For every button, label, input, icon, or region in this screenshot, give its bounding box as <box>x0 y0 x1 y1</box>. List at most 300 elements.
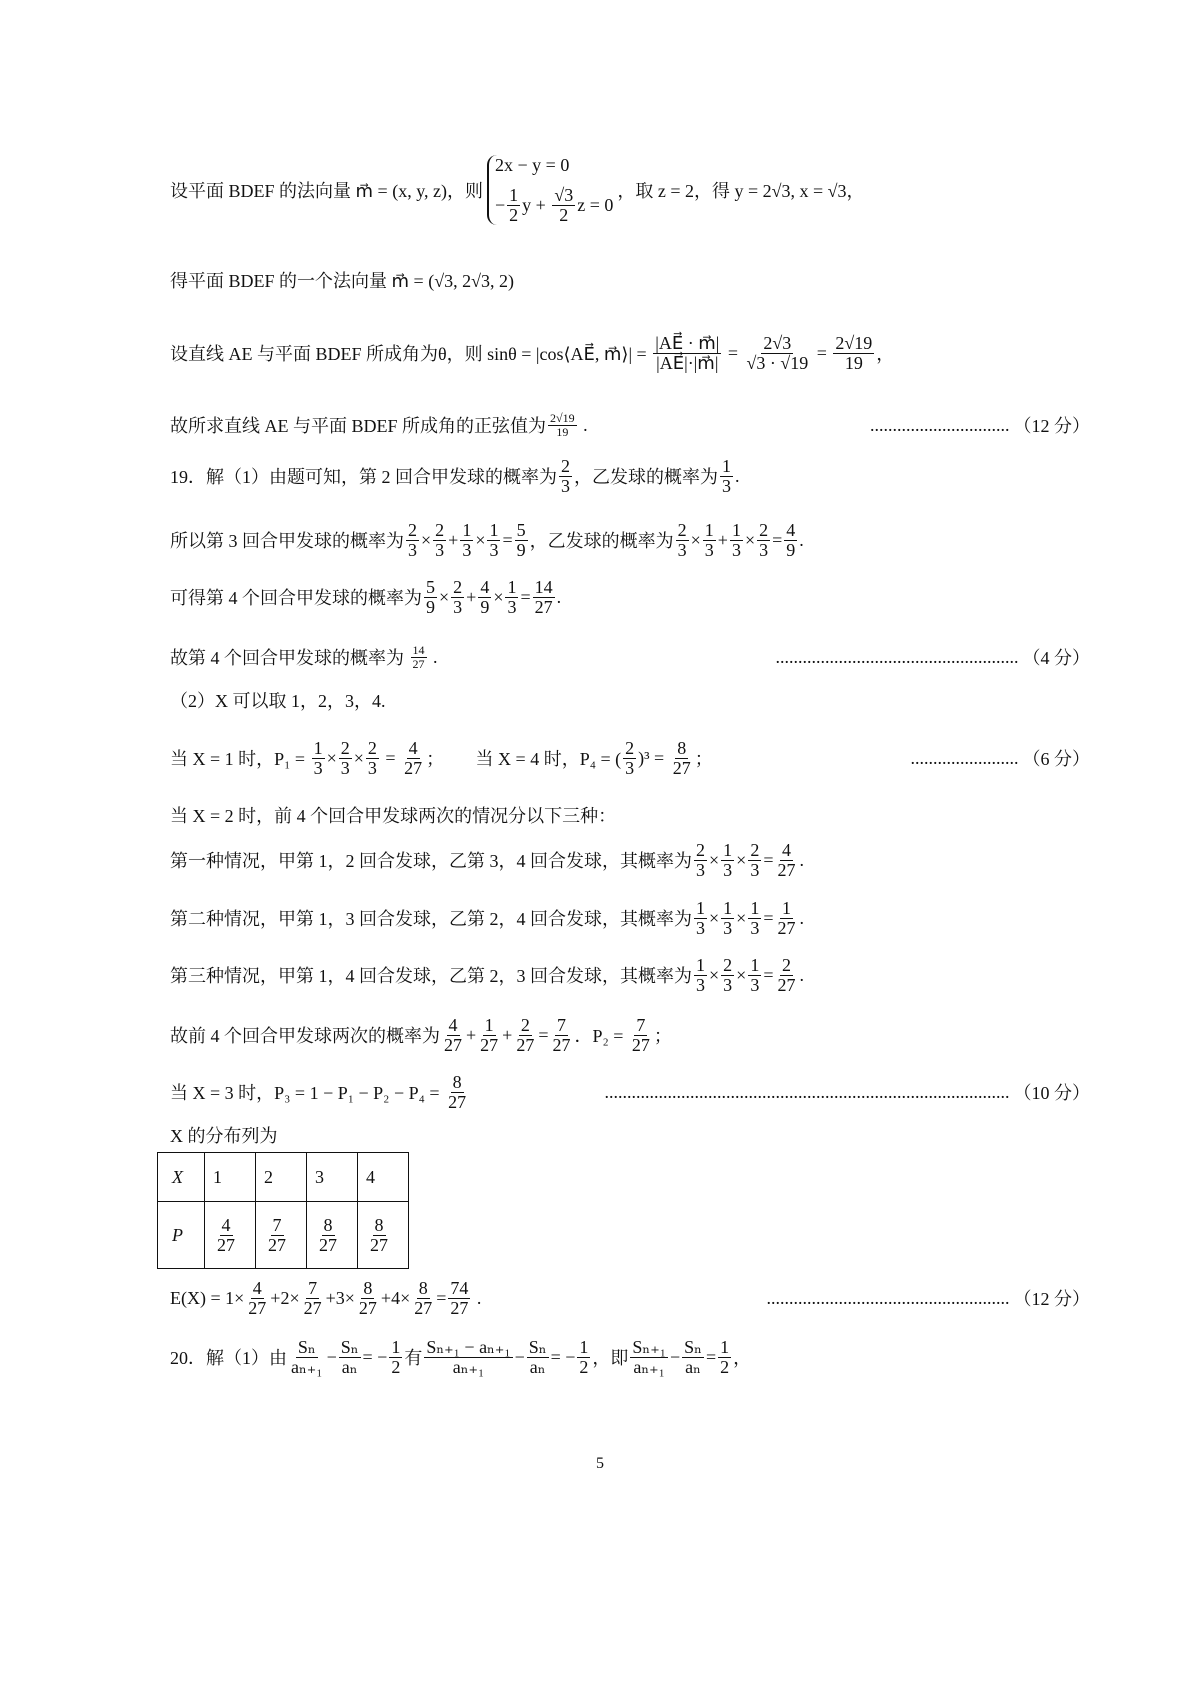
fraction <box>411 644 427 670</box>
text-run: . <box>799 907 804 928</box>
table-row-p <box>158 1202 409 1269</box>
fraction <box>694 841 707 880</box>
denominator: 27 <box>631 1034 650 1055</box>
text-run: （2）X 可以取 1，2，3，4. <box>170 691 386 711</box>
numerator: 2 <box>340 737 350 758</box>
text-run: × <box>736 907 747 928</box>
fraction <box>721 899 734 938</box>
fraction <box>514 1016 536 1055</box>
text-run: × <box>709 849 720 870</box>
numerator: 2 <box>759 519 769 540</box>
numerator: 1 <box>720 1336 730 1357</box>
numerator: 2 <box>625 737 635 758</box>
fraction <box>748 956 761 995</box>
denominator: 3 <box>750 917 760 938</box>
numerator: 7 <box>556 1014 566 1035</box>
text-run: . <box>799 529 804 550</box>
denominator: 9 <box>516 539 526 560</box>
denominator: 3 <box>696 917 705 938</box>
denominator: 2 <box>720 1356 730 1377</box>
text-line <box>170 520 1090 560</box>
text-run: − <box>326 1346 337 1367</box>
fraction <box>478 1016 500 1055</box>
text-run: × <box>690 529 701 550</box>
score-label: （10 分） <box>1013 1083 1090 1103</box>
text-line <box>170 795 1090 835</box>
text-run: = <box>380 747 401 768</box>
denominator: aₙ <box>685 1356 701 1377</box>
text-run: ， <box>733 1348 752 1368</box>
text-line <box>170 1278 1090 1318</box>
fraction <box>748 899 761 938</box>
text-run: 故第 4 个回合甲发球的概率为 <box>170 648 409 668</box>
numerator: Sₙ₊₁ − aₙ₊₁ <box>426 1336 511 1357</box>
text-run: ，即 <box>592 1348 629 1368</box>
denominator: 3 <box>731 539 741 560</box>
fraction <box>312 739 325 778</box>
fraction <box>653 334 721 373</box>
text-run: )³ = <box>638 747 669 768</box>
denominator: 3 <box>677 539 687 560</box>
fraction <box>730 521 743 560</box>
numerator: 5 <box>516 519 526 540</box>
numerator: 1 <box>781 897 791 918</box>
text-run: 第三种情况，甲第 1，4 回合发球，乙第 2，3 回合发球，其概率为 <box>170 966 692 986</box>
denominator: 3 <box>340 757 350 778</box>
numerator: 1 <box>750 897 760 918</box>
text-line <box>170 456 1090 496</box>
numerator: 2 <box>677 519 687 540</box>
text-run: ； <box>694 749 713 769</box>
equation-system <box>487 155 613 225</box>
fraction <box>507 186 520 225</box>
text-run: × <box>709 964 720 985</box>
fraction <box>630 1338 668 1377</box>
text-run: ，乙发球的概率为 <box>529 531 674 551</box>
text-run: 当 X = 2 时，前 4 个回合甲发球两次的情况分以下三种： <box>170 806 617 826</box>
denominator: 27 <box>672 757 691 778</box>
text-run: ．P₂ = <box>574 1026 628 1046</box>
fraction <box>215 1216 237 1255</box>
fraction <box>515 521 528 560</box>
text-run: + <box>717 529 728 550</box>
denominator: 19 <box>844 352 863 373</box>
numerator: 1 <box>750 954 760 975</box>
row-label: P <box>158 1202 205 1269</box>
text-run: × <box>439 586 450 607</box>
text-line <box>170 637 1090 677</box>
fraction <box>721 841 734 880</box>
text-run: 19．解（1）由题可知，第 2 回合甲发球的概率为 <box>170 467 557 487</box>
fraction <box>682 1338 704 1377</box>
numerator: 5 <box>426 576 435 597</box>
denominator: 9 <box>480 596 490 617</box>
numerator: 8 <box>374 1214 384 1235</box>
numerator: 8 <box>363 1277 373 1298</box>
text-line <box>170 1115 1090 1155</box>
text-run: − <box>514 1346 525 1367</box>
denominator: 3 <box>759 539 769 560</box>
text-run: = <box>520 586 531 607</box>
denominator: 3 <box>723 917 733 938</box>
page-number: 5 <box>596 1455 604 1472</box>
text-line <box>170 260 1090 300</box>
denominator: 27 <box>448 1091 467 1112</box>
numerator: 7 <box>272 1214 282 1235</box>
denominator: 3 <box>750 974 760 995</box>
text-run: . <box>556 586 562 607</box>
denominator: 27 <box>217 1234 235 1255</box>
numerator: 1 <box>731 519 741 540</box>
text-run: 得平面 BDEF 的一个法向量 m⃗ = (√3, 2√3, 2) <box>170 271 514 291</box>
denominator: 27 <box>777 974 796 995</box>
numerator: 1 <box>509 185 519 206</box>
numerator: 1 <box>579 1336 589 1357</box>
fraction <box>317 1216 339 1255</box>
text-line <box>170 577 1090 617</box>
text-run: . <box>799 849 804 870</box>
numerator: 8 <box>418 1277 428 1298</box>
text-run: ，取 z = 2，得 y = 2√3, x = √3， <box>617 181 865 201</box>
fraction <box>623 739 636 778</box>
text-run: 所以第 3 回合甲发球的概率为 <box>170 531 404 551</box>
fraction <box>366 739 379 778</box>
numerator: 2√19 <box>550 410 575 425</box>
score-label: （4 分） <box>1022 648 1090 668</box>
denominator: 3 <box>723 859 733 880</box>
denominator: aₙ₊₁ <box>291 1356 323 1377</box>
text-run: 当 X = 1 时，P₁ = <box>170 749 310 769</box>
fraction <box>460 521 473 560</box>
denominator: 27 <box>777 917 796 938</box>
text-run: = <box>763 907 774 928</box>
denominator: 27 <box>404 757 423 778</box>
text-run: +2× <box>270 1287 300 1308</box>
fraction <box>775 956 797 995</box>
numerator: 2 <box>435 519 445 540</box>
denominator: aₙ <box>529 1356 546 1377</box>
text-run: 设平面 BDEF 的法向量 m⃗ = (x, y, z)，则 <box>170 181 484 201</box>
denominator: 3 <box>704 539 714 560</box>
denominator: |AE⃗|·|m⃗| <box>656 352 719 373</box>
fraction <box>630 1016 652 1055</box>
fraction <box>357 1279 379 1318</box>
denominator: 3 <box>489 539 499 560</box>
denominator: 27 <box>777 859 796 880</box>
text-run: 故所求直线 AE 与平面 BDEF 所成角的正弦值为 <box>170 416 547 436</box>
text-line <box>170 405 1090 445</box>
fraction <box>302 1279 324 1318</box>
text-run: ，乙发球的概率为 <box>574 467 718 487</box>
text-line <box>170 155 1090 225</box>
text-run: +3× <box>325 1287 355 1308</box>
text-line <box>170 955 1090 995</box>
fraction <box>577 1338 590 1377</box>
numerator: 1 <box>722 455 731 476</box>
text-run: . <box>472 1287 482 1308</box>
fraction <box>833 334 874 373</box>
text-run: 20．解（1）由 <box>170 1348 287 1368</box>
fraction <box>703 521 716 560</box>
table-cell <box>307 1202 358 1269</box>
text-run: × <box>493 586 504 607</box>
fraction <box>721 956 734 995</box>
numerator: 4 <box>480 576 490 597</box>
numerator: 4 <box>252 1277 262 1298</box>
numerator: 2 <box>408 519 417 540</box>
text-run: E(X) = 1× <box>170 1287 245 1308</box>
numerator: 4 <box>448 1014 458 1035</box>
fraction <box>487 521 500 560</box>
numerator: 8 <box>323 1214 333 1235</box>
fraction <box>533 578 555 617</box>
denominator: 3 <box>367 757 377 778</box>
text-run: = <box>436 1287 447 1308</box>
numerator: 1 <box>507 576 517 597</box>
table-cell: 1 <box>205 1153 256 1202</box>
numerator: Sₙ <box>297 1336 316 1357</box>
denominator: 27 <box>516 1034 535 1055</box>
table-cell: 4 <box>358 1153 409 1202</box>
fraction <box>412 1279 434 1318</box>
text-run: × <box>709 907 720 928</box>
numerator: |AE⃗ · m⃗| <box>655 332 720 353</box>
denominator: 2 <box>509 205 519 225</box>
numerator: 2 <box>561 455 570 476</box>
numerator: √3 <box>554 185 574 206</box>
denominator: 3 <box>408 539 417 560</box>
numerator: 7 <box>308 1277 318 1298</box>
denominator: 27 <box>480 1034 499 1055</box>
denominator: 2 <box>559 205 569 225</box>
fraction <box>339 1338 361 1377</box>
score-annotation <box>593 1079 1091 1105</box>
text-run: = <box>772 529 783 550</box>
fraction <box>246 1279 268 1318</box>
dot-leader: ...................................................... <box>766 1287 1010 1308</box>
table-cell: 2 <box>256 1153 307 1202</box>
denominator: 3 <box>625 757 635 778</box>
fraction <box>446 1073 468 1112</box>
fraction <box>448 1279 470 1318</box>
text-run: 故前 4 个回合甲发球两次的概率为 <box>170 1026 440 1046</box>
fraction <box>775 899 797 938</box>
numerator: 8 <box>677 737 687 758</box>
fraction <box>550 1016 572 1055</box>
denominator: 27 <box>552 1034 571 1055</box>
numerator: 2 <box>723 954 733 975</box>
fraction <box>694 899 707 938</box>
denominator: 27 <box>534 596 553 617</box>
denominator: 27 <box>414 1297 433 1318</box>
table-cell <box>256 1202 307 1269</box>
text-run: ； <box>653 1026 672 1046</box>
text-run: = <box>705 1346 717 1367</box>
text-line <box>170 840 1090 880</box>
fraction <box>720 457 733 496</box>
text-run: = <box>763 849 774 870</box>
text-run: − <box>669 1346 681 1367</box>
fraction <box>433 521 446 560</box>
text-run: = − <box>362 1346 388 1367</box>
fraction <box>748 841 761 880</box>
dot-leader: ...................................................... <box>775 646 1019 667</box>
text-run: + <box>502 1024 513 1045</box>
fraction <box>505 578 518 617</box>
numerator: 1 <box>696 897 705 918</box>
dot-leader: ............................... <box>870 414 1010 435</box>
equation-row <box>495 155 613 176</box>
table-cell <box>205 1202 256 1269</box>
text-run: × <box>475 529 486 550</box>
text-run: 可得第 4 个回合甲发球的概率为 <box>170 588 422 608</box>
fraction <box>676 521 689 560</box>
fraction <box>671 739 693 778</box>
numerator: 2 <box>696 839 705 860</box>
numerator: 1 <box>313 737 323 758</box>
text-run: 第二种情况，甲第 1，3 回合发球，乙第 2，4 回合发球，其概率为 <box>170 909 692 929</box>
numerator: 7 <box>636 1014 646 1035</box>
denominator: 27 <box>444 1034 462 1055</box>
text-run: . <box>578 414 588 435</box>
text-run: +4× <box>380 1287 411 1308</box>
score-annotation <box>764 644 1091 670</box>
fraction <box>548 412 577 438</box>
numerator: 1 <box>489 519 499 540</box>
numerator: 2√19 <box>835 332 873 353</box>
fraction <box>389 1338 402 1377</box>
dot-leader: ........................ <box>910 747 1019 768</box>
text-line <box>170 1015 1090 1055</box>
denominator: aₙ <box>341 1356 358 1377</box>
numerator: 1 <box>704 519 714 540</box>
text-run: = <box>812 342 832 363</box>
text-run: . <box>428 646 438 667</box>
numerator: 2 <box>453 576 463 597</box>
score-annotation <box>755 1285 1091 1311</box>
numerator: Sₙ₊₁ <box>632 1336 666 1357</box>
fraction <box>694 956 707 995</box>
text-line <box>170 333 1090 373</box>
denominator: aₙ₊₁ <box>452 1356 485 1377</box>
denominator: 19 <box>556 424 569 439</box>
numerator: 4 <box>786 519 796 540</box>
numerator: 2 <box>520 1014 530 1035</box>
denominator: 3 <box>696 859 705 880</box>
score-annotation <box>858 412 1090 438</box>
denominator: 27 <box>412 656 425 671</box>
text-run: z = 0 <box>577 195 614 215</box>
text-run: 第一种情况，甲第 1，2 回合发球，乙第 3，4 回合发球，其概率为 <box>170 851 692 871</box>
table-row-x <box>158 1153 409 1202</box>
denominator: 2 <box>579 1356 589 1377</box>
text-run: ， <box>876 344 895 364</box>
numerator: 14 <box>534 576 553 597</box>
fraction <box>744 334 810 373</box>
fraction <box>424 578 437 617</box>
fraction <box>784 521 797 560</box>
fraction <box>718 1338 731 1377</box>
denominator: 27 <box>303 1297 322 1318</box>
denominator: 3 <box>453 596 463 617</box>
fraction <box>775 841 797 880</box>
denominator: 27 <box>370 1234 388 1255</box>
text-run: × <box>744 529 756 550</box>
row-label: X <box>158 1153 205 1202</box>
denominator: 9 <box>786 539 796 560</box>
numerator: 1 <box>391 1336 401 1357</box>
denominator: 27 <box>268 1234 286 1255</box>
denominator: 3 <box>507 596 517 617</box>
fraction <box>424 1338 512 1377</box>
text-line <box>170 738 1090 778</box>
text-run: + <box>466 1024 477 1045</box>
denominator: 3 <box>561 475 570 496</box>
text-run: 设直线 AE 与平面 BDEF 所成角为θ，则 sinθ = |cos⟨AE⃗, m⃗⟩| = <box>170 344 652 364</box>
numerator: 4 <box>781 839 791 860</box>
numerator: Sₙ <box>340 1336 359 1357</box>
numerator: 4 <box>408 737 418 758</box>
fraction <box>266 1216 288 1255</box>
text-line <box>170 1072 1090 1112</box>
denominator: 27 <box>450 1297 469 1318</box>
text-run: . <box>735 465 740 486</box>
equation-row <box>495 186 613 225</box>
numerator: Sₙ <box>684 1336 702 1357</box>
table-cell <box>358 1202 409 1269</box>
text-run: ； 当 X = 4 时，P₄ = ( <box>426 749 622 769</box>
text-run: y + <box>522 195 551 215</box>
fraction <box>552 186 575 225</box>
fraction <box>289 1338 325 1377</box>
numerator: 2 <box>781 954 791 975</box>
denominator: 3 <box>435 539 445 560</box>
fraction <box>339 739 352 778</box>
text-run: X 的分布列为 <box>170 1126 278 1146</box>
dot-leader: .......................................................................................... <box>604 1081 1010 1102</box>
text-run: = <box>538 1024 549 1045</box>
text-run: × <box>736 849 747 870</box>
text-run: = <box>723 342 743 363</box>
numerator: 1 <box>462 519 472 540</box>
numerator: 74 <box>450 1277 469 1298</box>
denominator: 27 <box>358 1297 377 1318</box>
table-cell: 3 <box>307 1153 358 1202</box>
denominator: 3 <box>696 974 705 995</box>
text-run: − <box>495 195 506 215</box>
numerator: 1 <box>723 897 733 918</box>
numerator: Sₙ <box>528 1336 547 1357</box>
denominator: 3 <box>313 757 323 778</box>
denominator: 3 <box>462 539 472 560</box>
fraction <box>451 578 464 617</box>
text-run: 2x − y = 0 <box>495 155 570 176</box>
text-run: × <box>353 747 364 768</box>
text-line <box>170 898 1090 938</box>
text-run: = <box>502 529 513 550</box>
fraction <box>478 578 491 617</box>
text-line <box>170 680 1090 720</box>
score-label: （12 分） <box>1013 416 1090 436</box>
denominator: 9 <box>426 596 435 617</box>
numerator: 1 <box>484 1014 494 1035</box>
distribution-table <box>157 1152 409 1269</box>
denominator: 3 <box>722 475 731 496</box>
numerator: 2√3 <box>763 332 792 353</box>
numerator: 1 <box>696 954 705 975</box>
numerator: 2 <box>367 737 377 758</box>
fraction <box>402 739 424 778</box>
